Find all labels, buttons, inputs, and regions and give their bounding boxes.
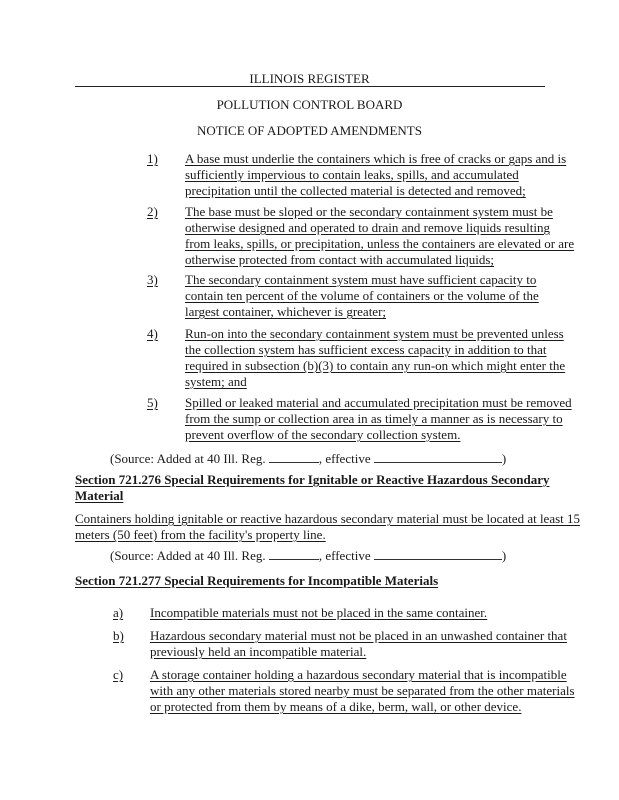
- item-line: The secondary containment system must have sufficient capacity to: [185, 272, 537, 287]
- item-line: The base must be sloped or the secondary containment system must be: [185, 204, 553, 219]
- item-line: from the sump or collection area in as timely a manner as is necessary to: [185, 411, 563, 426]
- header-rule: [75, 86, 545, 87]
- item-line: sufficiently impervious to contain leaks, spills, and accumulated: [185, 167, 519, 182]
- section-body: meters (50 feet) from the facility's property line.: [75, 527, 326, 542]
- item-letter: a): [113, 605, 124, 620]
- item-line: otherwise protected from contact with accumulated liquids;: [185, 252, 495, 267]
- item-line: Incompatible materials must not be placed in the same container.: [150, 605, 488, 620]
- section-body: Containers holding ignitable or reactive hazardous secondary material must be located at least 15: [75, 511, 581, 526]
- item-line: the collection system has sufficient excess capacity in addition to that: [185, 342, 547, 357]
- item-letter: c): [113, 667, 124, 682]
- item-number: 1): [147, 151, 158, 166]
- source-note: [110, 548, 506, 563]
- item-number: 3): [147, 272, 158, 287]
- item-line: required in subsection (b)(3) to contain any run-on which might enter the: [185, 358, 566, 373]
- item-line: prevent overflow of the secondary collection system.: [185, 427, 461, 442]
- source-suffix: ): [501, 451, 507, 466]
- item-line: with any other materials stored nearby must be separated from the other materials: [150, 683, 575, 698]
- section-heading: Section 721.276 Special Requirements for Ignitable or Reactive Hazardous Secondary: [75, 472, 550, 487]
- item-line: contain ten percent of the volume of containers or the volume of the: [185, 288, 539, 303]
- source-prefix: (Source: Added at 40 Ill. Reg.: [110, 548, 266, 563]
- register-page-blank: [269, 548, 319, 560]
- register-page-blank: [269, 451, 319, 463]
- item-line: precipitation until the collected material is detected and removed;: [185, 183, 526, 198]
- item-number: 4): [147, 326, 158, 341]
- effective-date-blank: [374, 548, 502, 560]
- item-line: Hazardous secondary material must not be placed in an unwashed container that: [150, 628, 567, 643]
- source-note: [110, 451, 506, 466]
- item-number: 5): [147, 395, 158, 410]
- section-heading: Section 721.277 Special Requirements for Incompatible Materials: [75, 573, 439, 588]
- section-heading: Material: [75, 488, 124, 503]
- item-letter: b): [113, 628, 124, 643]
- item-number: 2): [147, 204, 158, 219]
- notice-title: NOTICE OF ADOPTED AMENDMENTS: [197, 123, 422, 138]
- effective-date-blank: [374, 451, 502, 463]
- source-prefix: (Source: Added at 40 Ill. Reg.: [110, 451, 266, 466]
- item-line: previously held an incompatible material.: [150, 644, 367, 659]
- item-line: A base must underlie the containers which is free of cracks or gaps and is: [185, 151, 567, 166]
- item-line: Run-on into the secondary containment system must be prevented unless: [185, 326, 564, 341]
- item-line: Spilled or leaked material and accumulated precipitation must be removed: [185, 395, 572, 410]
- item-line: largest container, whichever is greater;: [185, 304, 387, 319]
- source-suffix: ): [501, 548, 507, 563]
- item-line: from leaks, spills, or precipitation, unless the containers are elevated or are: [185, 236, 575, 251]
- source-middle: , effective: [318, 451, 371, 466]
- register-title: ILLINOIS REGISTER: [249, 71, 370, 86]
- agency-title: POLLUTION CONTROL BOARD: [216, 97, 403, 112]
- item-line: A storage container holding a hazardous secondary material that is incompatible: [150, 667, 567, 682]
- item-line: otherwise designed and operated to drain and remove liquids resulting: [185, 220, 550, 235]
- source-middle: , effective: [318, 548, 371, 563]
- item-line: system; and: [185, 374, 247, 389]
- item-line: or protected from them by means of a dike, berm, wall, or other device.: [150, 699, 522, 714]
